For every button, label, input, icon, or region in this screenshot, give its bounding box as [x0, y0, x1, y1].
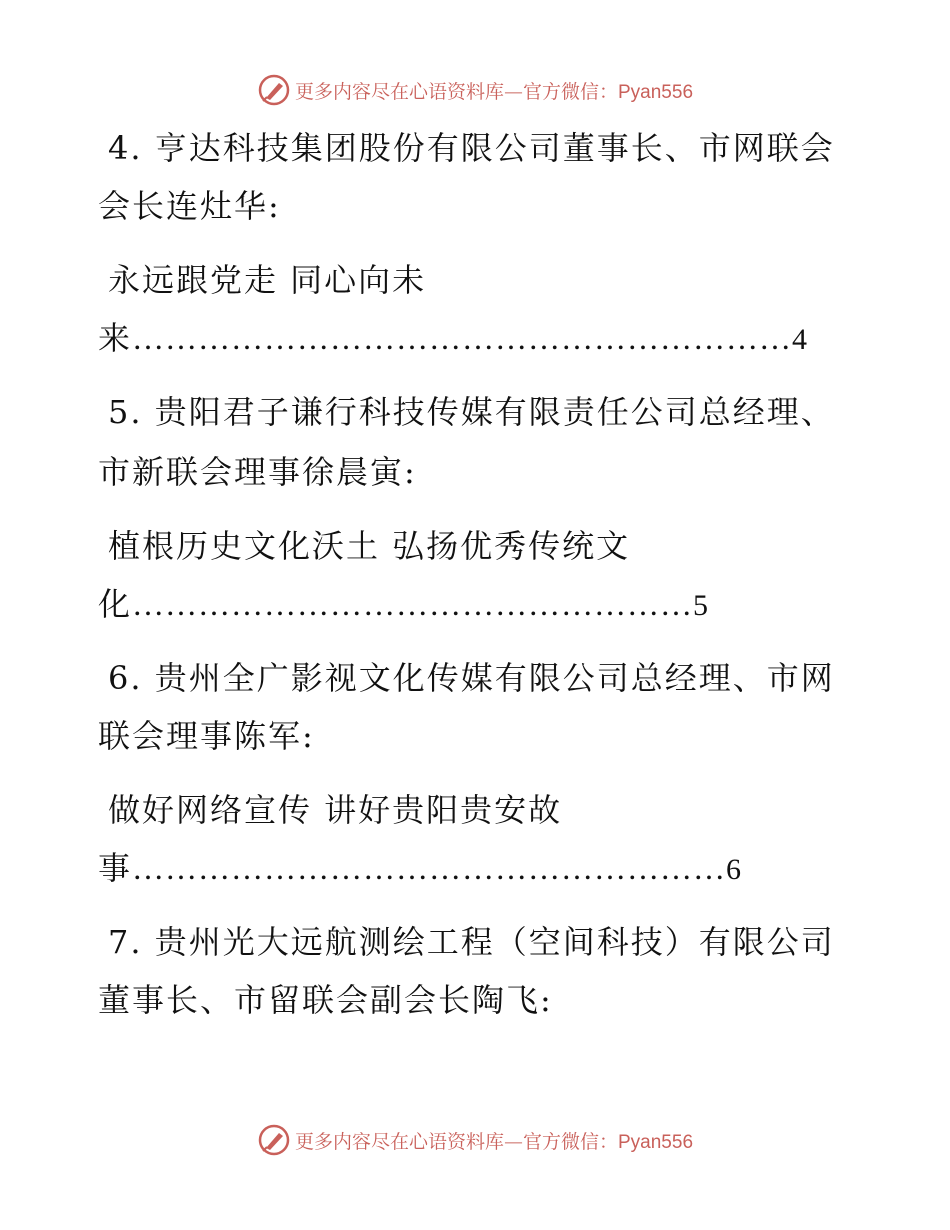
toc-entry-5-heading-line2: 市新联会理事徐晨寅:	[98, 453, 417, 491]
dot-leader: ……………………………………………	[132, 586, 694, 622]
toc-entry-5-heading-line1: 5. 贵阳君子谦行科技传媒有限责任公司总经理、	[108, 393, 835, 431]
toc-entry-4-heading-line2: 会长连灶华:	[98, 187, 281, 225]
toc-entry-7-heading-line1: 7. 贵州光大远航测绘工程（空间科技）有限公司	[108, 923, 835, 961]
toc-entry-4-title: 永远跟党走 同心向未	[108, 261, 427, 299]
footer-watermark	[0, 1120, 950, 1160]
page-number: 5	[693, 589, 709, 622]
toc-entry-5-leader[interactable]	[98, 584, 708, 626]
toc-entry-5-title-tail: 化	[98, 585, 133, 623]
dot-leader: ……………………………………………………	[132, 320, 793, 356]
page-number: 4	[792, 323, 808, 356]
toc-entry-6-leader[interactable]	[98, 848, 741, 890]
toc-entry-6-heading-line1: 6. 贵州全广影视文化传媒有限公司总经理、市网	[108, 659, 835, 697]
toc-entry-4-heading-line1: 4. 亨达科技集团股份有限公司董事长、市网联会	[108, 129, 835, 167]
watermark-text: 更多内容尽在心语资料库—官方微信：Pyan556	[294, 1130, 694, 1153]
quill-pen-seal-icon	[257, 73, 291, 107]
header-watermark	[0, 70, 950, 110]
page-number: 6	[726, 853, 742, 886]
toc-entry-4-title-tail: 来	[98, 319, 133, 357]
toc-entry-6-title: 做好网络宣传 讲好贵阳贵安故	[108, 791, 563, 829]
quill-pen-seal-icon	[257, 1123, 291, 1157]
toc-entry-6-heading-line2: 联会理事陈军:	[98, 717, 315, 755]
toc-entry-4-leader[interactable]	[98, 318, 807, 360]
toc-entry-7-heading-line2: 董事长、市留联会副会长陶飞:	[98, 981, 553, 1019]
dot-leader: ………………………………………………	[132, 850, 727, 886]
toc-entry-5-title: 植根历史文化沃土 弘扬优秀传统文	[108, 527, 631, 565]
watermark-text: 更多内容尽在心语资料库—官方微信：Pyan556	[294, 80, 694, 103]
toc-entry-6-title-tail: 事	[98, 849, 133, 887]
